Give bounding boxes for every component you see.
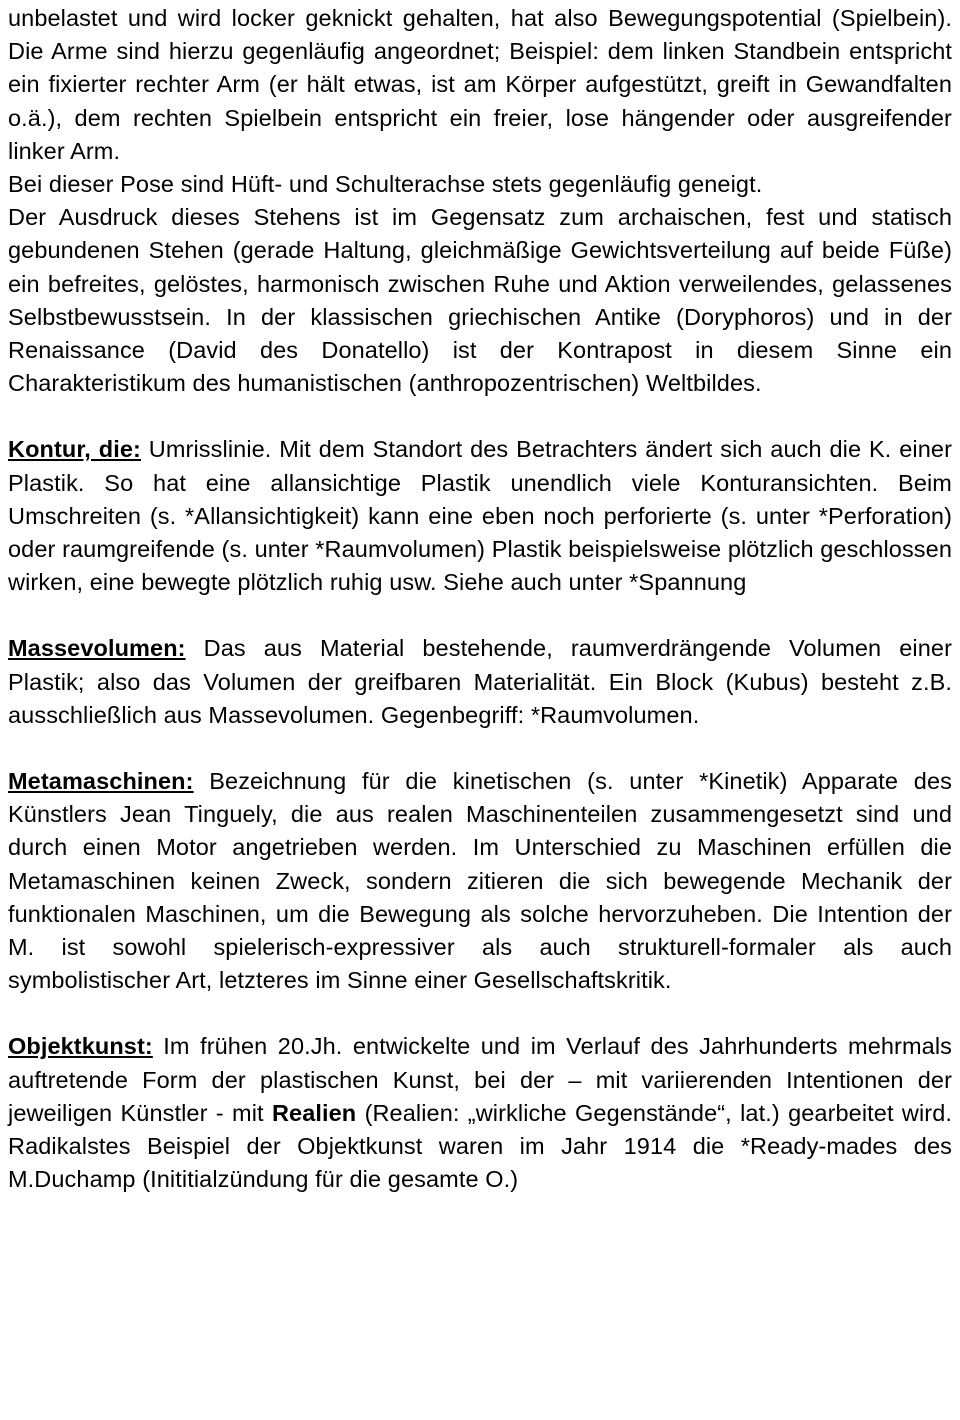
glossary-entry-kontur xyxy=(8,433,952,599)
entry-body: Umrisslinie. Mit dem Standort des Betrachters ändert sich auch die K. einer Plastik. So hat eine allansichtige Plastik unendlich viele Konturansichten. Beim Umschreiten (s. *Allansichtigkeit) kann eine eben noch perforierte (s. unter *Perforation) oder raumgreifende (s. unter *Raumvolumen) Plastik beispielsweise plötzlich geschlossen wirken, eine bewegte plötzlich ruhig usw. Siehe auch unter *Spannung xyxy=(8,436,952,596)
entry-body: Das aus Material bestehende, raumverdrängende Volumen einer Plastik; also das Volumen der greifbaren Materialität. Ein Block (Kubus) besteht z.B. ausschließlich aus Massevolumen. Gegenbegriff: *Raumvolumen. xyxy=(8,635,952,728)
entry-body-bold-word: Realien xyxy=(271,1099,357,1126)
glossary-entry-massevolumen xyxy=(8,632,952,732)
entry-term: Kontur, die: xyxy=(8,436,141,463)
paragraph-kontrapost-continuation: unbelastet und wird locker geknickt gehalten, hat also Bewegungspotential (Spielbein). Die Arme sind hierzu gegenläufig angeordnet; Beispiel: dem linken Standbein entspricht ein fixierter rechter Arm (er hält etwas, ist am Körper aufgestützt, greift in Gewandfalten o.ä.), dem rechten Spielbein entspricht ein freier, lose hängender oder ausgreifender linker Arm. xyxy=(8,5,952,164)
glossary-entry-metamaschinen xyxy=(8,765,952,997)
entry-term: Massevolumen: xyxy=(8,635,186,662)
entry-body: Im frühen 20.Jh. entwickelte und im Verlauf des Jahrhunderts mehrmals auftretende Form der plastischen Kunst, bei der – mit variierenden Intentionen der jeweiligen Künstler - mit xyxy=(8,1033,952,1126)
entry-term: Metamaschinen: xyxy=(8,768,194,795)
paragraph-pose: Bei dieser Pose sind Hüft- und Schulterachse stets gegenläufig geneigt. xyxy=(8,171,763,198)
paragraph-ausdruck: Der Ausdruck dieses Stehens ist im Gegensatz zum archaischen, fest und statisch gebundenen Stehen (gerade Haltung, gleichmäßige Gewichtsverteilung auf beide Füße) ein befreites, gelöstes, harmonisch zwischen Ruhe und Aktion verweilendes, gelassenes Selbstbewusstsein. In der klassischen griechischen Antike (Doryphoros) und in der Renaissance (David des Donatello) ist der Kontrapost in diesem Sinne ein Charakteristikum des humanistischen (anthropozentrischen) Weltbildes. xyxy=(8,204,952,397)
entry-body: (Realien: „wirkliche Gegenstände“, lat.) gearbeitet wird. Radikalstes Beispiel der Objektkunst waren im Jahr 1914 die *Ready-mades des M.Duchamp (Inititialzündung für die gesamte O.) xyxy=(8,1099,953,1193)
entry-body: Bezeichnung für die kinetischen (s. unter *Kinetik) Apparate des Künstlers Jean Tinguely, die aus realen Maschinenteilen zusammengesetzt sind und durch einen Motor angetrieben werden. Im Unterschied zu Maschinen erfüllen die Metamaschinen keinen Zweck, sondern zitieren die sich bewegende Mechanik der funktionalen Maschinen, um die Bewegung als solche hervorzuheben. Die Intention der M. ist sowohl spielerisch-expressiver als auch strukturell-formaler als auch symbolistischer Art, letzteres im Sinne einer Gesellschaftskritik. xyxy=(8,768,952,994)
entry-term: Objektkunst: xyxy=(8,1033,153,1060)
glossary-entry-objektkunst xyxy=(8,1030,952,1196)
